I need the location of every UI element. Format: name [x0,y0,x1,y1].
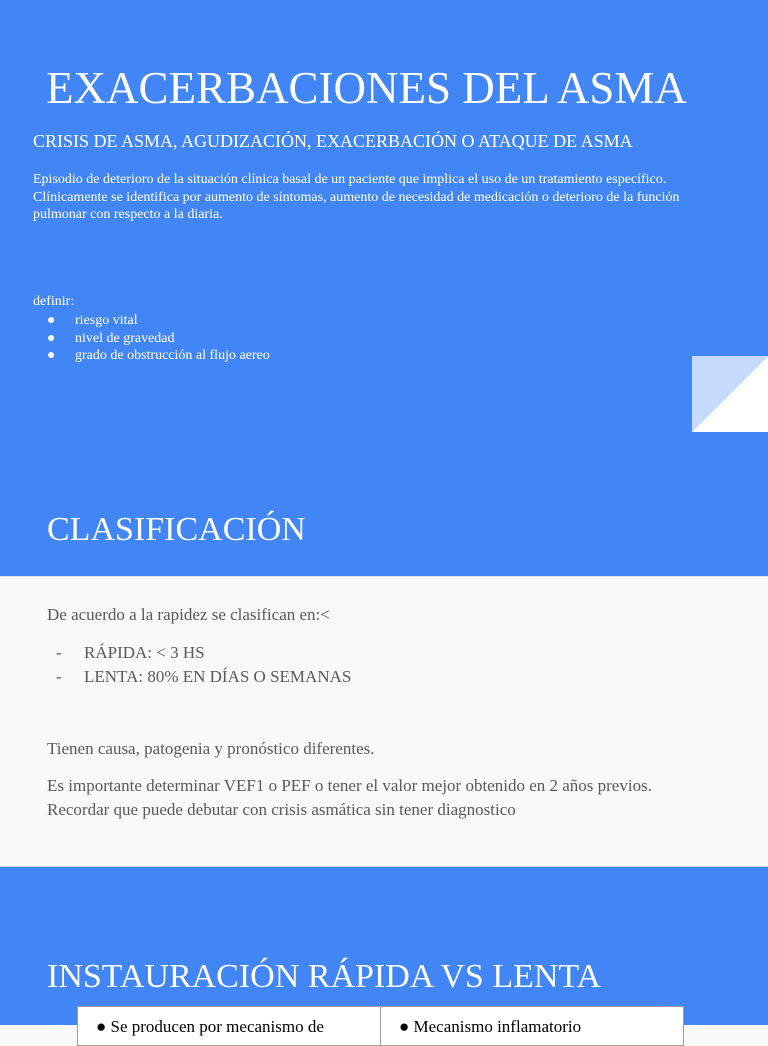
table-cell [78,1007,380,1045]
dash-marker: - [56,643,62,662]
table-cell [380,1007,683,1045]
definition-text [33,171,723,224]
list-item [56,641,351,665]
comparison-table [77,1006,684,1046]
intro-text: De acuerdo a la rapidez se clasifican en:< [47,605,330,624]
slide-clasificacion [0,576,768,867]
list-item-label: RÁPIDA: < 3 HS [84,643,205,662]
reminder-text: Recordar que puede debutar con crisis asmática sin tener diagnostico [47,800,516,819]
page-fold-icon [692,356,768,432]
definition-paragraph-1: Episodio de deterioro de la situación clínica basal de un paciente que implica el uso de un tratamiento específico. [33,172,667,187]
dash-marker: - [56,667,62,686]
page-fold-decoration [692,356,768,432]
define-bullet-list [33,312,270,365]
list-item [33,347,270,365]
classification-list [56,641,351,689]
list-item-label: riesgo vital [75,313,138,328]
bullet-icon: ● [47,313,56,328]
section-title-clasificacion: CLASIFICACIÓN [47,511,306,548]
slide-instauracion [0,866,768,1036]
bullet-icon: ● [47,330,56,346]
slide-title-instauracion: INSTAURACIÓN RÁPIDA VS LENTA [47,958,602,995]
list-item-label: LENTA: 80% EN DÍAS O SEMANAS [84,667,352,686]
list-item [33,330,270,348]
list-item [33,312,270,330]
causes-text: Tienen causa, patogenia y pronóstico diferentes. [47,739,375,758]
list-item-label: nivel de gravedad [75,330,175,346]
list-item-label: grado de obstrucción al flujo aereo [75,348,270,363]
table-cell-text: ● Se producen por mecanismo de [96,1017,324,1036]
slide-title: EXACERBACIONES DEL ASMA [46,63,687,113]
define-label: definir: [33,294,75,309]
bullet-icon: ● [47,348,56,363]
slide-subtitle: CRISIS DE ASMA, AGUDIZACIÓN, EXACERBACIÓN O ATAQUE DE ASMA [33,131,633,151]
importance-text: Es importante determinar VEF1 o PEF o tener el valor mejor obtenido en 2 años previos. [47,776,652,795]
list-item [56,665,351,689]
definition-paragraph-2: Clínicamente se identifica por aumento de síntomas, aumento de necesidad de medicación o deterioro de la función pulmonar con respecto a la diaria. [33,189,680,222]
table-cell-text: ● Mecanismo inflamatorio [399,1017,582,1036]
